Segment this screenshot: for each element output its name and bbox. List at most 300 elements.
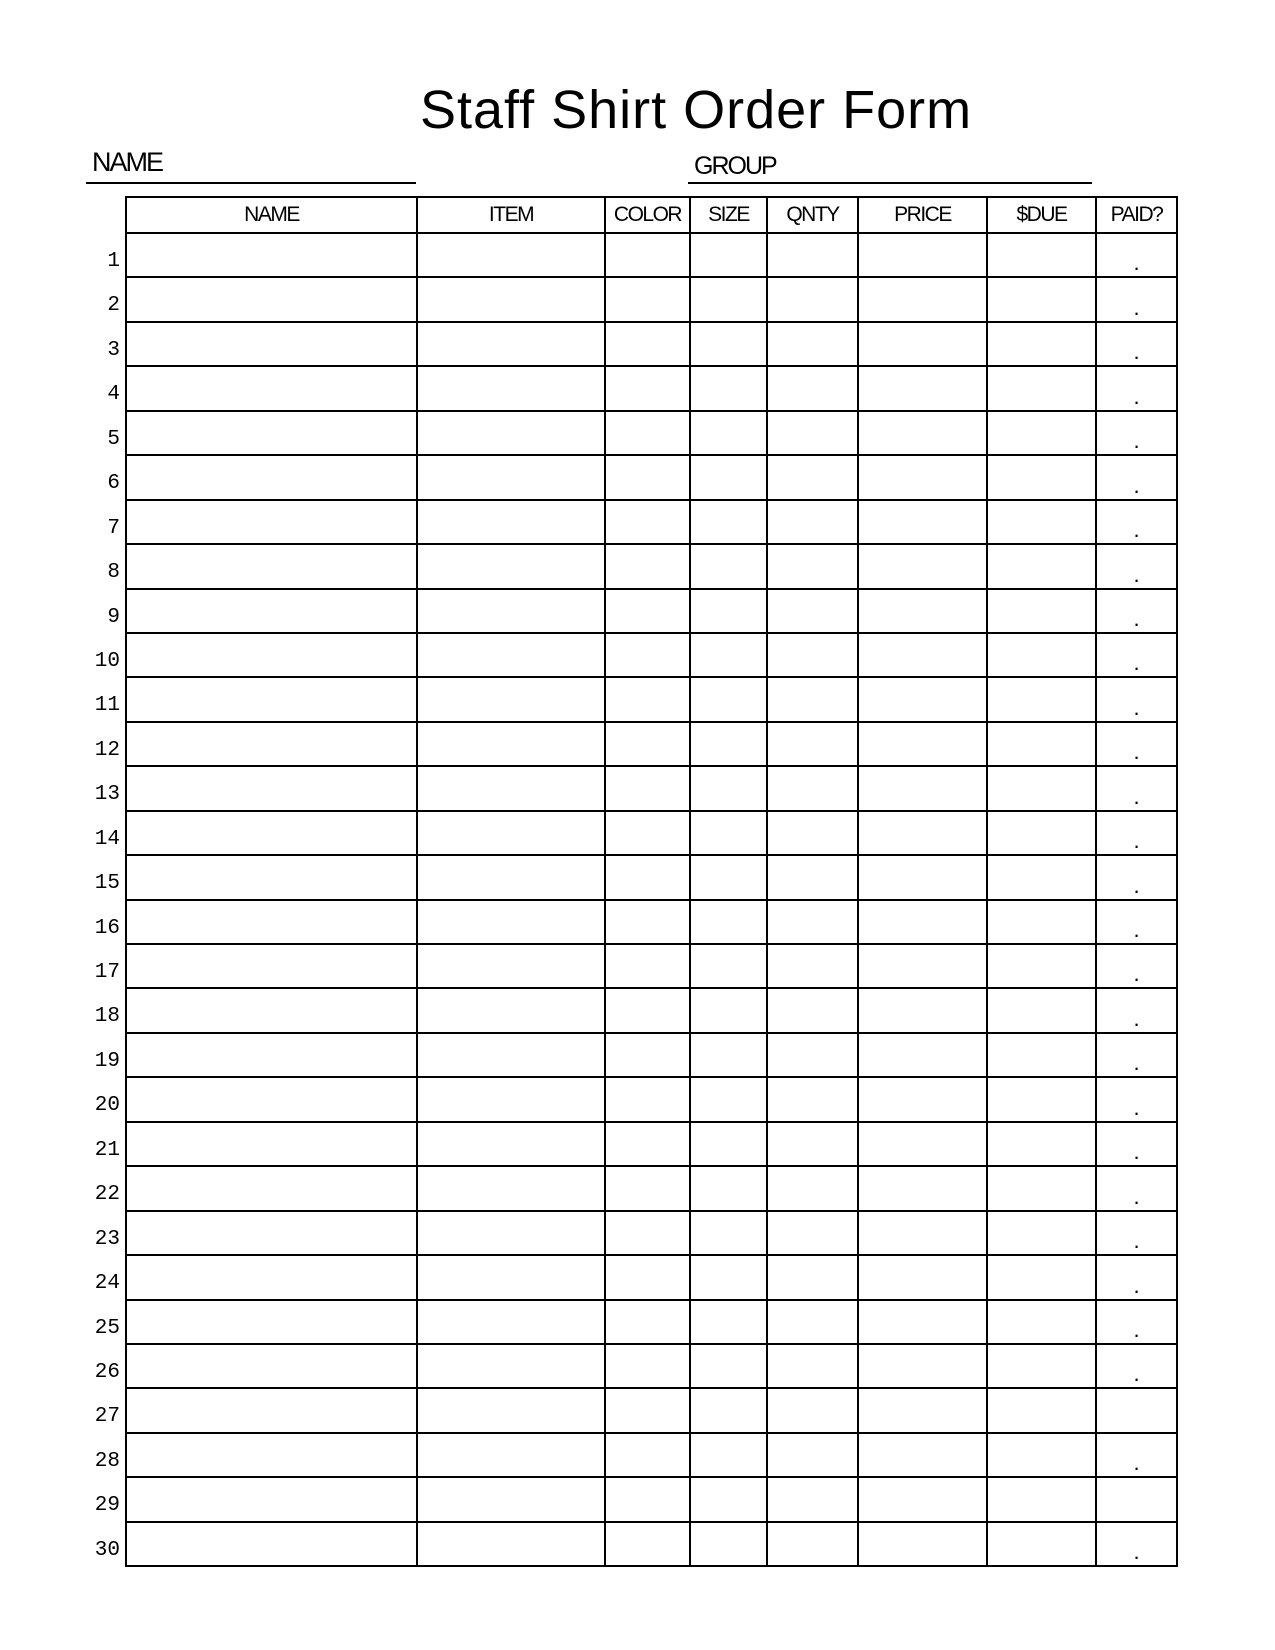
color-cell[interactable] xyxy=(605,1477,690,1521)
price-cell-input[interactable] xyxy=(859,767,986,809)
color-cell[interactable] xyxy=(605,233,690,277)
color-cell-input[interactable] xyxy=(606,1389,689,1431)
size-cell-input[interactable] xyxy=(691,501,766,543)
due-cell-input[interactable] xyxy=(988,1301,1095,1343)
item-cell[interactable] xyxy=(417,944,605,988)
price-cell-input[interactable] xyxy=(859,456,986,498)
price-cell-input[interactable] xyxy=(859,1523,986,1565)
color-cell-input[interactable] xyxy=(606,1123,689,1165)
color-cell[interactable] xyxy=(605,589,690,633)
due-cell-input[interactable] xyxy=(988,1478,1095,1520)
name-cell[interactable] xyxy=(126,1211,417,1255)
paid-cell-input[interactable] xyxy=(1097,501,1176,543)
qnty-cell[interactable] xyxy=(767,722,858,766)
color-cell[interactable] xyxy=(605,1122,690,1166)
name-cell-input[interactable] xyxy=(127,767,416,809)
price-cell-input[interactable] xyxy=(859,501,986,543)
item-cell-input[interactable] xyxy=(418,812,604,854)
due-cell[interactable] xyxy=(987,1211,1096,1255)
price-cell[interactable] xyxy=(858,1522,987,1566)
paid-cell-input[interactable] xyxy=(1097,1345,1176,1387)
due-cell-input[interactable] xyxy=(988,1434,1095,1476)
color-cell[interactable] xyxy=(605,1388,690,1432)
name-cell-input[interactable] xyxy=(127,856,416,898)
price-cell[interactable] xyxy=(858,1077,987,1121)
price-cell[interactable] xyxy=(858,366,987,410)
size-cell-input[interactable] xyxy=(691,545,766,587)
due-cell[interactable] xyxy=(987,1477,1096,1521)
size-cell[interactable] xyxy=(690,1433,767,1477)
color-cell[interactable] xyxy=(605,900,690,944)
price-cell[interactable] xyxy=(858,633,987,677)
price-cell-input[interactable] xyxy=(859,634,986,676)
name-cell-input[interactable] xyxy=(127,1478,416,1520)
name-cell[interactable] xyxy=(126,322,417,366)
qnty-cell[interactable] xyxy=(767,633,858,677)
item-cell-input[interactable] xyxy=(418,1523,604,1565)
name-cell[interactable] xyxy=(126,677,417,721)
name-cell-input[interactable] xyxy=(127,323,416,365)
size-cell[interactable] xyxy=(690,500,767,544)
paid-cell[interactable] xyxy=(1096,277,1177,321)
size-cell-input[interactable] xyxy=(691,812,766,854)
size-cell-input[interactable] xyxy=(691,590,766,632)
qnty-cell-input[interactable] xyxy=(768,501,857,543)
qnty-cell-input[interactable] xyxy=(768,323,857,365)
item-cell[interactable] xyxy=(417,1477,605,1521)
name-cell[interactable] xyxy=(126,1122,417,1166)
due-cell-input[interactable] xyxy=(988,767,1095,809)
size-cell-input[interactable] xyxy=(691,634,766,676)
color-cell[interactable] xyxy=(605,1077,690,1121)
name-cell-input[interactable] xyxy=(127,1123,416,1165)
name-cell-input[interactable] xyxy=(127,367,416,409)
paid-cell-input[interactable] xyxy=(1097,945,1176,987)
qnty-cell-input[interactable] xyxy=(768,723,857,765)
price-cell-input[interactable] xyxy=(859,323,986,365)
size-cell[interactable] xyxy=(690,944,767,988)
qnty-cell[interactable] xyxy=(767,1211,858,1255)
color-cell-input[interactable] xyxy=(606,1478,689,1520)
qnty-cell[interactable] xyxy=(767,411,858,455)
color-cell-input[interactable] xyxy=(606,1434,689,1476)
item-cell[interactable] xyxy=(417,1255,605,1299)
name-cell-input[interactable] xyxy=(127,278,416,320)
item-cell-input[interactable] xyxy=(418,1212,604,1254)
item-cell[interactable] xyxy=(417,455,605,499)
item-cell-input[interactable] xyxy=(418,456,604,498)
item-cell-input[interactable] xyxy=(418,1345,604,1387)
size-cell[interactable] xyxy=(690,855,767,899)
item-cell-input[interactable] xyxy=(418,1301,604,1343)
due-cell-input[interactable] xyxy=(988,1345,1095,1387)
size-cell[interactable] xyxy=(690,722,767,766)
due-cell[interactable] xyxy=(987,589,1096,633)
color-cell[interactable] xyxy=(605,1522,690,1566)
qnty-cell[interactable] xyxy=(767,855,858,899)
paid-cell-input[interactable] xyxy=(1097,723,1176,765)
name-cell[interactable] xyxy=(126,277,417,321)
size-cell-input[interactable] xyxy=(691,1034,766,1076)
due-cell[interactable] xyxy=(987,411,1096,455)
color-cell-input[interactable] xyxy=(606,1078,689,1120)
color-cell-input[interactable] xyxy=(606,278,689,320)
due-cell-input[interactable] xyxy=(988,1389,1095,1431)
item-cell-input[interactable] xyxy=(418,901,604,943)
name-cell[interactable] xyxy=(126,1344,417,1388)
qnty-cell-input[interactable] xyxy=(768,1523,857,1565)
paid-cell[interactable] xyxy=(1096,1344,1177,1388)
size-cell[interactable] xyxy=(690,1300,767,1344)
due-cell-input[interactable] xyxy=(988,1523,1095,1565)
item-cell[interactable] xyxy=(417,1433,605,1477)
paid-cell-input[interactable] xyxy=(1097,456,1176,498)
name-cell-input[interactable] xyxy=(127,989,416,1031)
size-cell[interactable] xyxy=(690,455,767,499)
paid-cell-input[interactable] xyxy=(1097,234,1176,276)
paid-cell-input[interactable] xyxy=(1097,412,1176,454)
due-cell-input[interactable] xyxy=(988,1212,1095,1254)
paid-cell-input[interactable] xyxy=(1097,989,1176,1031)
due-cell[interactable] xyxy=(987,233,1096,277)
color-cell-input[interactable] xyxy=(606,456,689,498)
paid-cell[interactable] xyxy=(1096,1166,1177,1210)
due-cell-input[interactable] xyxy=(988,234,1095,276)
price-cell-input[interactable] xyxy=(859,412,986,454)
color-cell-input[interactable] xyxy=(606,1345,689,1387)
price-cell[interactable] xyxy=(858,766,987,810)
due-cell[interactable] xyxy=(987,1166,1096,1210)
due-cell[interactable] xyxy=(987,722,1096,766)
item-cell-input[interactable] xyxy=(418,1034,604,1076)
paid-cell[interactable] xyxy=(1096,500,1177,544)
price-cell[interactable] xyxy=(858,811,987,855)
price-cell[interactable] xyxy=(858,411,987,455)
price-cell[interactable] xyxy=(858,900,987,944)
paid-cell-input[interactable] xyxy=(1097,1389,1176,1431)
color-cell-input[interactable] xyxy=(606,989,689,1031)
name-cell-input[interactable] xyxy=(127,1389,416,1431)
size-cell[interactable] xyxy=(690,1077,767,1121)
price-cell[interactable] xyxy=(858,855,987,899)
item-cell[interactable] xyxy=(417,411,605,455)
due-cell[interactable] xyxy=(987,1077,1096,1121)
name-cell[interactable] xyxy=(126,633,417,677)
item-cell-input[interactable] xyxy=(418,412,604,454)
color-cell[interactable] xyxy=(605,855,690,899)
qnty-cell[interactable] xyxy=(767,900,858,944)
color-cell-input[interactable] xyxy=(606,1256,689,1298)
item-cell[interactable] xyxy=(417,1300,605,1344)
item-cell-input[interactable] xyxy=(418,856,604,898)
size-cell-input[interactable] xyxy=(691,1434,766,1476)
name-cell[interactable] xyxy=(126,1388,417,1432)
price-cell-input[interactable] xyxy=(859,1034,986,1076)
paid-cell-input[interactable] xyxy=(1097,1434,1176,1476)
name-cell-input[interactable] xyxy=(127,234,416,276)
name-cell-input[interactable] xyxy=(127,1345,416,1387)
item-cell[interactable] xyxy=(417,1211,605,1255)
price-cell[interactable] xyxy=(858,322,987,366)
name-cell[interactable] xyxy=(126,366,417,410)
due-cell-input[interactable] xyxy=(988,1123,1095,1165)
paid-cell-input[interactable] xyxy=(1097,278,1176,320)
item-cell[interactable] xyxy=(417,1388,605,1432)
due-cell[interactable] xyxy=(987,366,1096,410)
qnty-cell[interactable] xyxy=(767,322,858,366)
color-cell[interactable] xyxy=(605,411,690,455)
color-cell-input[interactable] xyxy=(606,1212,689,1254)
color-cell-input[interactable] xyxy=(606,412,689,454)
item-cell[interactable] xyxy=(417,500,605,544)
price-cell[interactable] xyxy=(858,722,987,766)
price-cell-input[interactable] xyxy=(859,1167,986,1209)
due-cell[interactable] xyxy=(987,811,1096,855)
paid-cell[interactable] xyxy=(1096,677,1177,721)
color-cell-input[interactable] xyxy=(606,590,689,632)
size-cell[interactable] xyxy=(690,677,767,721)
paid-cell-input[interactable] xyxy=(1097,545,1176,587)
color-cell[interactable] xyxy=(605,366,690,410)
group-field[interactable] xyxy=(786,152,1086,180)
due-cell-input[interactable] xyxy=(988,412,1095,454)
qnty-cell[interactable] xyxy=(767,766,858,810)
price-cell-input[interactable] xyxy=(859,234,986,276)
paid-cell-input[interactable] xyxy=(1097,812,1176,854)
due-cell-input[interactable] xyxy=(988,590,1095,632)
item-cell[interactable] xyxy=(417,366,605,410)
name-cell-input[interactable] xyxy=(127,1167,416,1209)
qnty-cell-input[interactable] xyxy=(768,590,857,632)
paid-cell[interactable] xyxy=(1096,1477,1177,1521)
qnty-cell-input[interactable] xyxy=(768,456,857,498)
qnty-cell[interactable] xyxy=(767,1122,858,1166)
paid-cell[interactable] xyxy=(1096,233,1177,277)
price-cell-input[interactable] xyxy=(859,1434,986,1476)
name-cell-input[interactable] xyxy=(127,678,416,720)
size-cell-input[interactable] xyxy=(691,1478,766,1520)
color-cell[interactable] xyxy=(605,944,690,988)
price-cell-input[interactable] xyxy=(859,590,986,632)
paid-cell[interactable] xyxy=(1096,455,1177,499)
qnty-cell[interactable] xyxy=(767,1255,858,1299)
due-cell-input[interactable] xyxy=(988,278,1095,320)
qnty-cell[interactable] xyxy=(767,1033,858,1077)
due-cell-input[interactable] xyxy=(988,456,1095,498)
due-cell[interactable] xyxy=(987,544,1096,588)
paid-cell-input[interactable] xyxy=(1097,1256,1176,1298)
qnty-cell[interactable] xyxy=(767,1300,858,1344)
qnty-cell-input[interactable] xyxy=(768,1301,857,1343)
paid-cell[interactable] xyxy=(1096,766,1177,810)
item-cell[interactable] xyxy=(417,722,605,766)
name-cell[interactable] xyxy=(126,1300,417,1344)
size-cell-input[interactable] xyxy=(691,901,766,943)
color-cell-input[interactable] xyxy=(606,945,689,987)
qnty-cell-input[interactable] xyxy=(768,945,857,987)
item-cell-input[interactable] xyxy=(418,767,604,809)
price-cell-input[interactable] xyxy=(859,1389,986,1431)
size-cell[interactable] xyxy=(690,1033,767,1077)
size-cell[interactable] xyxy=(690,900,767,944)
color-cell-input[interactable] xyxy=(606,501,689,543)
paid-cell[interactable] xyxy=(1096,544,1177,588)
price-cell-input[interactable] xyxy=(859,856,986,898)
qnty-cell[interactable] xyxy=(767,366,858,410)
name-cell[interactable] xyxy=(126,1522,417,1566)
qnty-cell-input[interactable] xyxy=(768,1078,857,1120)
price-cell[interactable] xyxy=(858,1477,987,1521)
qnty-cell-input[interactable] xyxy=(768,1167,857,1209)
color-cell[interactable] xyxy=(605,1433,690,1477)
item-cell-input[interactable] xyxy=(418,1478,604,1520)
due-cell-input[interactable] xyxy=(988,1078,1095,1120)
item-cell[interactable] xyxy=(417,277,605,321)
name-field[interactable] xyxy=(180,152,410,180)
due-cell-input[interactable] xyxy=(988,545,1095,587)
price-cell[interactable] xyxy=(858,1166,987,1210)
size-cell-input[interactable] xyxy=(691,234,766,276)
name-cell[interactable] xyxy=(126,900,417,944)
qnty-cell[interactable] xyxy=(767,277,858,321)
qnty-cell-input[interactable] xyxy=(768,634,857,676)
color-cell[interactable] xyxy=(605,1211,690,1255)
paid-cell-input[interactable] xyxy=(1097,1078,1176,1120)
name-cell-input[interactable] xyxy=(127,812,416,854)
size-cell-input[interactable] xyxy=(691,1123,766,1165)
name-cell-input[interactable] xyxy=(127,945,416,987)
name-cell[interactable] xyxy=(126,855,417,899)
price-cell-input[interactable] xyxy=(859,367,986,409)
due-cell[interactable] xyxy=(987,1433,1096,1477)
item-cell[interactable] xyxy=(417,1344,605,1388)
qnty-cell[interactable] xyxy=(767,1433,858,1477)
color-cell[interactable] xyxy=(605,500,690,544)
size-cell[interactable] xyxy=(690,1255,767,1299)
price-cell[interactable] xyxy=(858,1344,987,1388)
size-cell-input[interactable] xyxy=(691,767,766,809)
due-cell-input[interactable] xyxy=(988,634,1095,676)
item-cell-input[interactable] xyxy=(418,501,604,543)
color-cell-input[interactable] xyxy=(606,767,689,809)
qnty-cell-input[interactable] xyxy=(768,678,857,720)
qnty-cell[interactable] xyxy=(767,811,858,855)
paid-cell-input[interactable] xyxy=(1097,901,1176,943)
size-cell[interactable] xyxy=(690,277,767,321)
due-cell-input[interactable] xyxy=(988,501,1095,543)
name-cell[interactable] xyxy=(126,1166,417,1210)
item-cell[interactable] xyxy=(417,988,605,1032)
name-cell-input[interactable] xyxy=(127,501,416,543)
price-cell-input[interactable] xyxy=(859,989,986,1031)
item-cell-input[interactable] xyxy=(418,323,604,365)
size-cell[interactable] xyxy=(690,1388,767,1432)
due-cell-input[interactable] xyxy=(988,856,1095,898)
price-cell[interactable] xyxy=(858,1388,987,1432)
color-cell[interactable] xyxy=(605,1300,690,1344)
size-cell-input[interactable] xyxy=(691,989,766,1031)
paid-cell-input[interactable] xyxy=(1097,1167,1176,1209)
paid-cell[interactable] xyxy=(1096,1300,1177,1344)
paid-cell-input[interactable] xyxy=(1097,323,1176,365)
qnty-cell-input[interactable] xyxy=(768,412,857,454)
paid-cell[interactable] xyxy=(1096,855,1177,899)
item-cell-input[interactable] xyxy=(418,678,604,720)
due-cell[interactable] xyxy=(987,1122,1096,1166)
price-cell[interactable] xyxy=(858,1122,987,1166)
paid-cell[interactable] xyxy=(1096,411,1177,455)
name-cell-input[interactable] xyxy=(127,456,416,498)
paid-cell-input[interactable] xyxy=(1097,1034,1176,1076)
size-cell[interactable] xyxy=(690,411,767,455)
paid-cell[interactable] xyxy=(1096,1122,1177,1166)
qnty-cell[interactable] xyxy=(767,988,858,1032)
name-cell[interactable] xyxy=(126,811,417,855)
due-cell[interactable] xyxy=(987,322,1096,366)
paid-cell[interactable] xyxy=(1096,1077,1177,1121)
qnty-cell[interactable] xyxy=(767,455,858,499)
color-cell-input[interactable] xyxy=(606,234,689,276)
color-cell[interactable] xyxy=(605,1255,690,1299)
price-cell[interactable] xyxy=(858,455,987,499)
paid-cell[interactable] xyxy=(1096,322,1177,366)
qnty-cell[interactable] xyxy=(767,1477,858,1521)
name-cell[interactable] xyxy=(126,766,417,810)
item-cell[interactable] xyxy=(417,544,605,588)
name-cell[interactable] xyxy=(126,1255,417,1299)
qnty-cell-input[interactable] xyxy=(768,812,857,854)
name-cell[interactable] xyxy=(126,544,417,588)
price-cell-input[interactable] xyxy=(859,545,986,587)
color-cell-input[interactable] xyxy=(606,723,689,765)
paid-cell-input[interactable] xyxy=(1097,1478,1176,1520)
qnty-cell-input[interactable] xyxy=(768,767,857,809)
due-cell[interactable] xyxy=(987,1522,1096,1566)
item-cell[interactable] xyxy=(417,1522,605,1566)
color-cell-input[interactable] xyxy=(606,856,689,898)
color-cell[interactable] xyxy=(605,766,690,810)
price-cell[interactable] xyxy=(858,1211,987,1255)
due-cell-input[interactable] xyxy=(988,945,1095,987)
size-cell[interactable] xyxy=(690,366,767,410)
item-cell[interactable] xyxy=(417,233,605,277)
color-cell-input[interactable] xyxy=(606,545,689,587)
size-cell-input[interactable] xyxy=(691,678,766,720)
price-cell-input[interactable] xyxy=(859,1345,986,1387)
color-cell-input[interactable] xyxy=(606,1301,689,1343)
qnty-cell[interactable] xyxy=(767,544,858,588)
due-cell[interactable] xyxy=(987,1344,1096,1388)
name-cell-input[interactable] xyxy=(127,634,416,676)
size-cell-input[interactable] xyxy=(691,323,766,365)
size-cell[interactable] xyxy=(690,589,767,633)
due-cell-input[interactable] xyxy=(988,812,1095,854)
paid-cell[interactable] xyxy=(1096,589,1177,633)
item-cell[interactable] xyxy=(417,589,605,633)
size-cell-input[interactable] xyxy=(691,412,766,454)
price-cell-input[interactable] xyxy=(859,1078,986,1120)
color-cell[interactable] xyxy=(605,1166,690,1210)
qnty-cell-input[interactable] xyxy=(768,1345,857,1387)
qnty-cell-input[interactable] xyxy=(768,1389,857,1431)
color-cell-input[interactable] xyxy=(606,1167,689,1209)
price-cell[interactable] xyxy=(858,500,987,544)
qnty-cell[interactable] xyxy=(767,944,858,988)
price-cell-input[interactable] xyxy=(859,945,986,987)
name-cell[interactable] xyxy=(126,455,417,499)
size-cell-input[interactable] xyxy=(691,1078,766,1120)
size-cell-input[interactable] xyxy=(691,723,766,765)
